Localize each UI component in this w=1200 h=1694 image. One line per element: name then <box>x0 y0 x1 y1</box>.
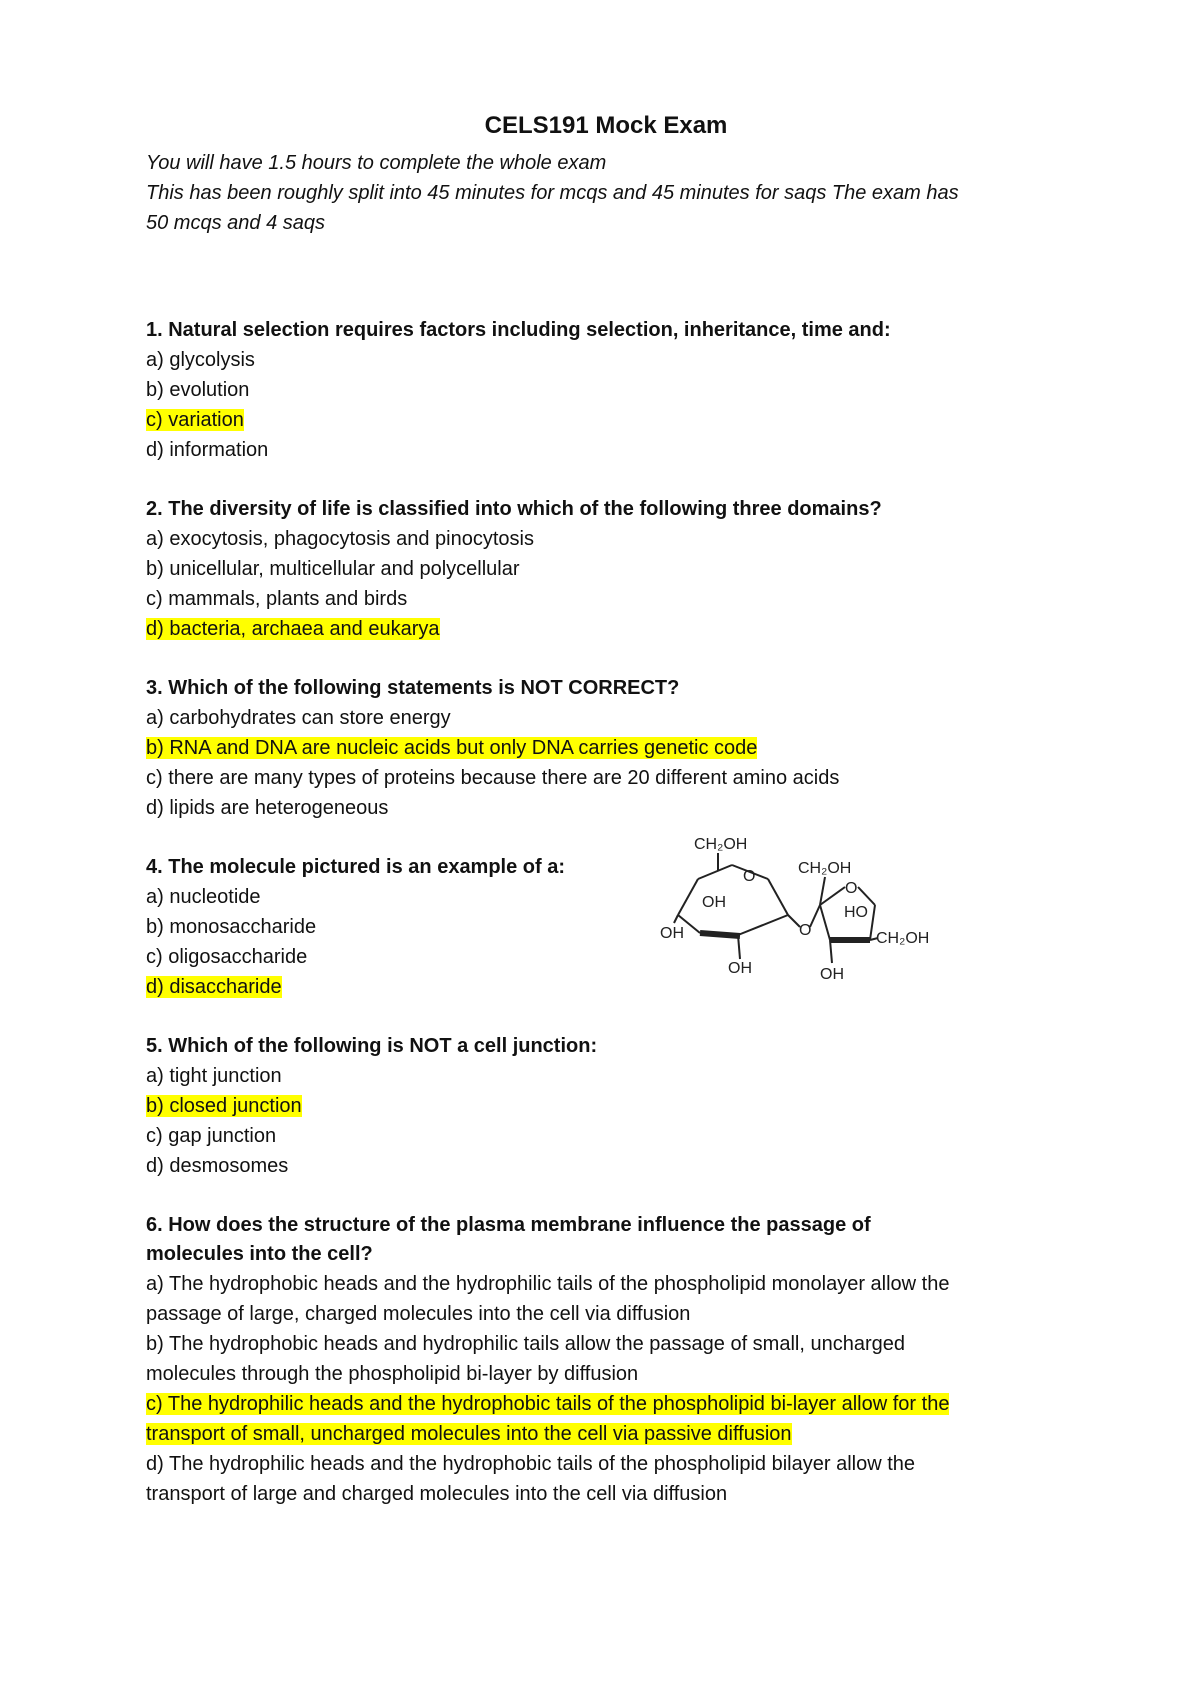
answer-option-highlighted: d) bacteria, archaea and eukarya <box>146 618 440 640</box>
molecule-label: OH <box>660 925 684 942</box>
question-text-line: molecules into the cell? <box>146 1243 373 1265</box>
question-4 <box>146 836 1066 1002</box>
molecule-label: OH <box>702 894 726 911</box>
answer-option: d) information <box>146 439 269 461</box>
answer-option: c) mammals, plants and birds <box>146 588 408 610</box>
answer-option-highlighted: b) closed junction <box>146 1095 302 1117</box>
answer-option: b) monosaccharide <box>146 916 317 938</box>
question-text-line: 6. How does the structure of the plasma membrane influence the passage of <box>146 1214 871 1236</box>
answer-option: b) evolution <box>146 379 250 401</box>
page-title: CELS191 Mock Exam <box>484 112 728 139</box>
answer-option-highlighted: c) variation <box>146 409 244 431</box>
answer-option: b) The hydrophobic heads and hydrophilic tails allow the passage of small, uncharged molecules through the phospholipid bi-layer by diffusion <box>146 1333 905 1385</box>
answer-option: a) exocytosis, phagocytosis and pinocytosis <box>146 528 534 550</box>
question-text: 3. Which of the following statements is NOT CORRECT? <box>146 677 680 699</box>
question-text: 1. Natural selection requires factors including selection, inheritance, time and: <box>146 319 891 341</box>
answer-option: c) there are many types of proteins because there are 20 different amino acids <box>146 767 840 789</box>
exam-page <box>146 112 1066 1509</box>
answer-option-highlighted: b) RNA and DNA are nucleic acids but only DNA carries genetic code <box>146 737 758 759</box>
sucrose-molecule-figure <box>660 835 960 1005</box>
intro-line: 50 mcqs and 4 saqs <box>146 212 325 234</box>
molecule-label: CH₂OH <box>798 860 852 877</box>
questions-list <box>146 316 1066 1509</box>
molecule-label: CH₂OH <box>694 836 748 853</box>
question-text: 2. The diversity of life is classified into which of the following three domains? <box>146 498 882 520</box>
answer-option: d) lipids are heterogeneous <box>146 797 389 819</box>
answer-option: a) glycolysis <box>146 349 255 371</box>
answer-option-highlighted: d) disaccharide <box>146 976 282 998</box>
answer-option: c) gap junction <box>146 1125 277 1147</box>
answer-option: d) The hydrophilic heads and the hydrophobic tails of the phospholipid bilayer allow the transport of large and charged molecules into the cell via diffusion <box>146 1453 916 1505</box>
molecule-label: O <box>845 880 858 897</box>
question-5 <box>146 1032 1066 1181</box>
question-3 <box>146 674 1066 823</box>
intro-line: You will have 1.5 hours to complete the whole exam <box>146 152 607 174</box>
question-6 <box>146 1211 1066 1509</box>
question-1 <box>146 316 1066 465</box>
answer-option: a) carbohydrates can store energy <box>146 707 451 729</box>
answer-option-highlighted: c) The hydrophilic heads and the hydrophobic tails of the phospholipid bi-layer allow for the transport of small, uncharged molecules into the cell via passive diffusion <box>146 1393 950 1445</box>
molecule-label: O <box>743 868 756 885</box>
answer-option: b) unicellular, multicellular and polycellular <box>146 558 520 580</box>
question-2 <box>146 495 1066 644</box>
answer-option: a) nucleotide <box>146 886 261 908</box>
question-text <box>146 1211 1066 1269</box>
answer-option: c) oligosaccharide <box>146 946 308 968</box>
question-text: 4. The molecule pictured is an example of a: <box>146 856 566 878</box>
answer-option: a) The hydrophobic heads and the hydrophilic tails of the phospholipid monolayer allow the passage of large, charged molecules into the cell via diffusion <box>146 1273 950 1325</box>
intro-text <box>146 148 1066 238</box>
molecule-label: OH <box>820 966 844 983</box>
answer-option: a) tight junction <box>146 1065 282 1087</box>
molecule-label: CH₂OH <box>876 930 930 947</box>
molecule-label: OH <box>728 960 752 977</box>
intro-line: This has been roughly split into 45 minutes for mcqs and 45 minutes for saqs The exam has <box>146 182 959 204</box>
molecule-label: O <box>799 922 812 939</box>
molecule-label: HO <box>844 904 868 921</box>
question-text: 5. Which of the following is NOT a cell junction: <box>146 1035 598 1057</box>
answer-option: d) desmosomes <box>146 1155 289 1177</box>
